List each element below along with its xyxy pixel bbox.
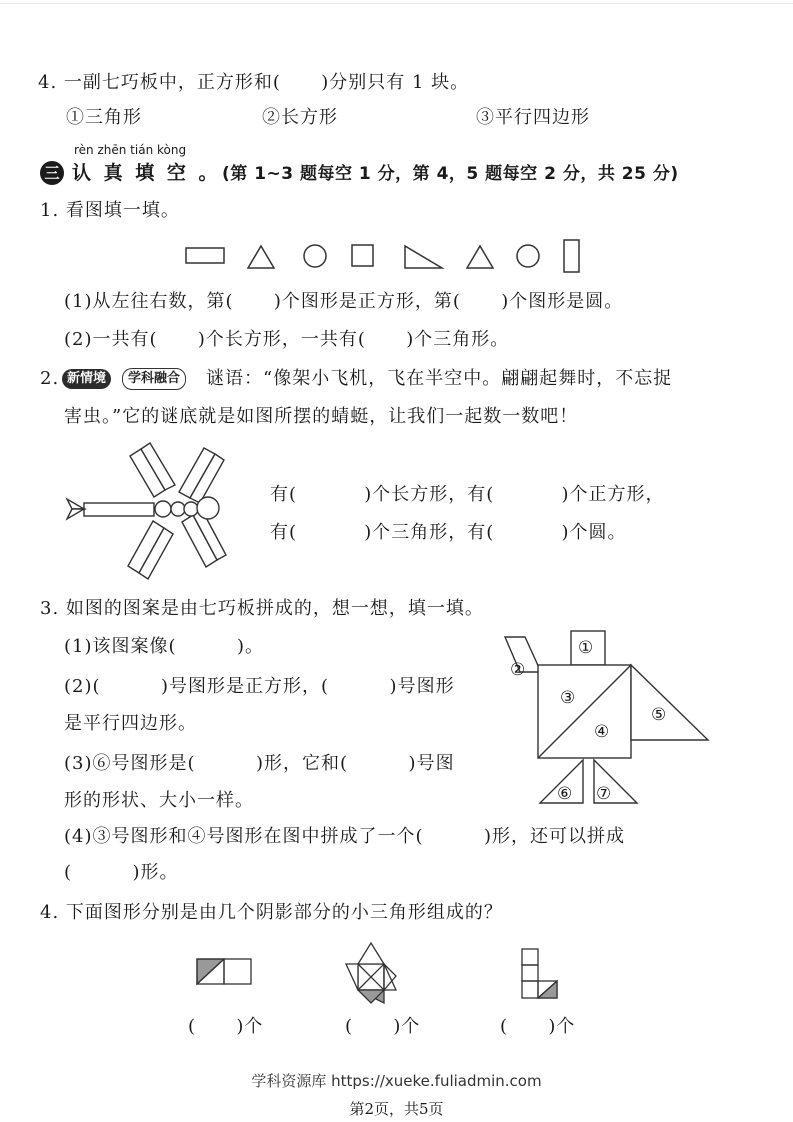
q3-sub-2a: (2)( )号图形是正方形，( )号图形 (64, 676, 455, 697)
q4-answer-3: ( )个 (500, 1016, 576, 1037)
section-number-icon: 三 (40, 161, 64, 185)
q2-riddle-line-1: 谜语：“像架小飞机，飞在半空中。翩翩起舞时，不忘捉 (206, 368, 673, 389)
tangram-label-4: ④ (594, 722, 611, 742)
q3-sub-3b: 形的形状、大小一样。 (64, 790, 254, 811)
q3-sub-4a: (4)③号图形和④号图形在图中拼成了一个( )形，还可以拼成 (64, 826, 626, 847)
new-context-badge: 新情境 (62, 369, 111, 389)
q3-sub-3a: (3)⑥号图形是( )形，它和( )号图 (64, 753, 455, 774)
q1-title: 1. 看图填一填。 (40, 200, 180, 221)
q4-top-question: 4. 一副七巧板中，正方形和( )分别只有 1 块。 (38, 72, 470, 93)
section-pinyin: rèn zhēn tián kòng (74, 143, 187, 157)
section-title: 认 真 填 空 。 (72, 162, 221, 184)
q4-option-1: ①三角形 (66, 107, 142, 128)
tangram-label-2: ② (510, 660, 527, 680)
cross-subject-badge: 学科融合 (122, 368, 186, 390)
q2-fill-line-2: 有( )个三角形，有( )个圆。 (270, 522, 627, 543)
tangram-label-1: ① (578, 638, 595, 658)
tangram-label-5: ⑤ (651, 705, 668, 725)
footer-source: 学科资源库 https://xueke.fuliadmin.com (251, 1072, 542, 1090)
q4-title: 4. 下面图形分别是由几个阴影部分的小三角形组成的？ (40, 902, 503, 923)
q4-answer-1: ( )个 (188, 1016, 264, 1037)
q4-figure-2 (346, 943, 396, 1003)
q1-line-2: (2)一共有( )个长方形，一共有( )个三角形。 (64, 329, 510, 350)
q3-sub-2b: 是平行四边形。 (64, 713, 197, 734)
q3-sub-4b: ( )形。 (64, 862, 179, 883)
footer-page-number: 第2页，共5页 (349, 1100, 444, 1118)
section-scoring-note: (第 1~3 题每空 1 分，第 4，5 题每空 2 分，共 25 分) (222, 164, 679, 184)
q2-riddle-line-2: 害虫。”它的谜底就是如图所摆的蜻蜓，让我们一起数一数吧！ (64, 406, 579, 427)
q3-sub-1: (1)该图案像( )。 (64, 636, 265, 657)
q4-answer-2: ( )个 (345, 1016, 421, 1037)
q3-title: 3. 如图的图案是由七巧板拼成的，想一想，填一填。 (40, 598, 484, 619)
q2-number: 2. (40, 368, 60, 389)
q4-figure-1 (197, 959, 251, 984)
tangram-label-3: ③ (560, 688, 577, 708)
q2-fill-line-1: 有( )个长方形，有( )个正方形， (270, 484, 665, 505)
tangram-label-6: ⑥ (557, 784, 574, 804)
tangram-label-7: ⑦ (596, 784, 613, 804)
q4-option-3: ③平行四边形 (476, 107, 590, 128)
q4-option-2: ②长方形 (262, 107, 338, 128)
q1-line-1: (1)从左往右数，第( )个图形是正方形，第( )个图形是圆。 (64, 291, 624, 312)
q4-figure-3 (522, 949, 557, 998)
